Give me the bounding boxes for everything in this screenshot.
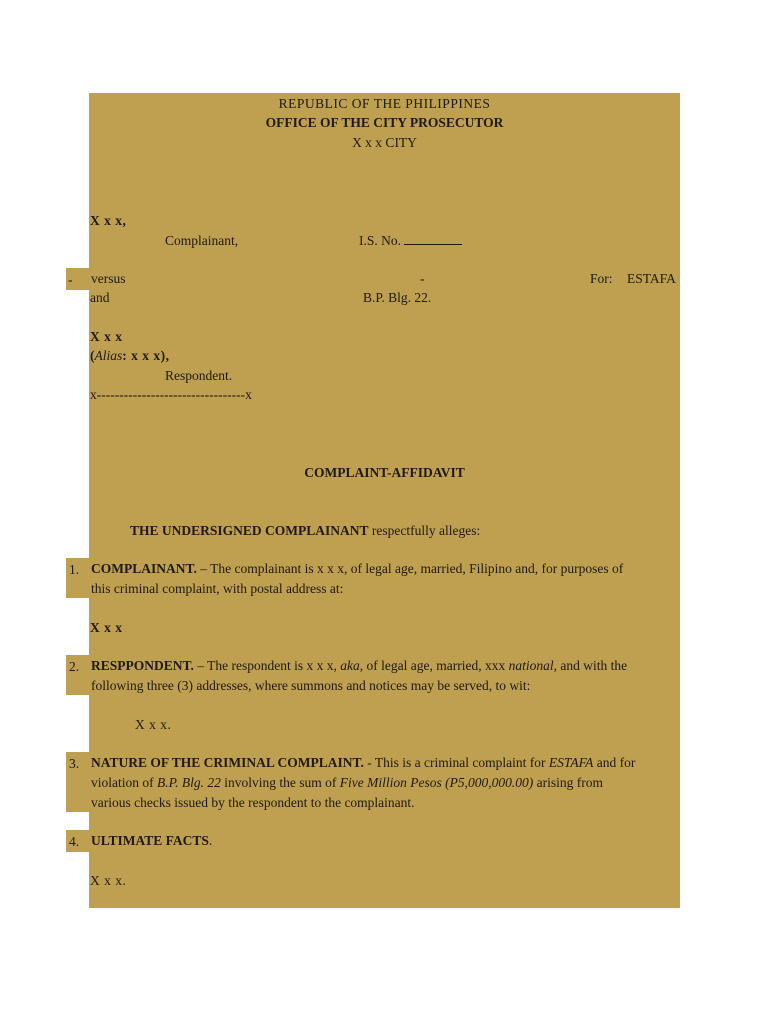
is-number-label: I.S. No. xyxy=(359,233,402,248)
item-3-number: 3. xyxy=(69,756,80,771)
item-4-heading: ULTIMATE FACTS. xyxy=(91,833,213,848)
is-number-blank xyxy=(404,232,462,245)
item-1-number: 1. xyxy=(69,562,80,577)
bp-blg-label: B.P. Blg. 22. xyxy=(363,290,432,305)
item-2-line1: RESPPONDENT. – The respondent is x x x, aka, of legal age, married, xxx national, and with the xyxy=(91,658,628,673)
item-4-value: X x x. xyxy=(90,873,127,888)
header-republic: REPUBLIC OF THE PHILIPPINES xyxy=(278,96,491,111)
respondent-label: Respondent. xyxy=(165,368,233,383)
header-office: OFFICE OF THE CITY PROSECUTOR xyxy=(265,115,504,130)
item-3-line1: NATURE OF THE CRIMINAL COMPLAINT. - This is a criminal complaint for ESTAFA and for xyxy=(91,755,636,770)
intro-paragraph: THE UNDERSIGNED COMPLAINANT respectfully alleges: xyxy=(130,523,481,538)
for-label: For: xyxy=(590,271,613,286)
item-3-line3: various checks issued by the respondent to the complainant. xyxy=(91,795,415,810)
for-value: ESTAFA xyxy=(627,271,676,286)
header-city: X x x CITY xyxy=(352,135,417,150)
respondent-alias: (Alias: x x x), xyxy=(90,348,170,363)
caption-separator: x---------------------------------x xyxy=(90,387,252,402)
item-4-number: 4. xyxy=(69,834,80,849)
item-3-line2: violation of B.P. Blg. 22 involving the sum of Five Million Pesos (P5,000,000.00) arising from xyxy=(91,775,603,790)
versus-label: versus xyxy=(91,271,126,286)
respondent-name: X x x xyxy=(90,329,123,344)
item-1-line2: this criminal complaint, with postal address at: xyxy=(91,581,344,596)
complainant-label: Complainant, xyxy=(165,233,239,248)
item-2-value: X x x. xyxy=(135,717,172,732)
for-dash: - xyxy=(420,271,425,286)
document-title: COMPLAINT-AFFIDAVIT xyxy=(304,465,465,480)
item-2-line2: following three (3) addresses, where summons and notices may be served, to wit: xyxy=(91,678,531,693)
and-label: and xyxy=(90,290,110,305)
is-number xyxy=(359,232,462,250)
complainant-name: X x x, xyxy=(90,213,127,228)
versus-dash: - xyxy=(68,272,73,287)
item-1-line1: COMPLAINANT. – The complainant is x x x, of legal age, married, Filipino and, for purposes of xyxy=(91,561,624,576)
item-1-value: X x x xyxy=(90,620,123,635)
item-2-number: 2. xyxy=(69,659,80,674)
document-page xyxy=(89,93,680,908)
